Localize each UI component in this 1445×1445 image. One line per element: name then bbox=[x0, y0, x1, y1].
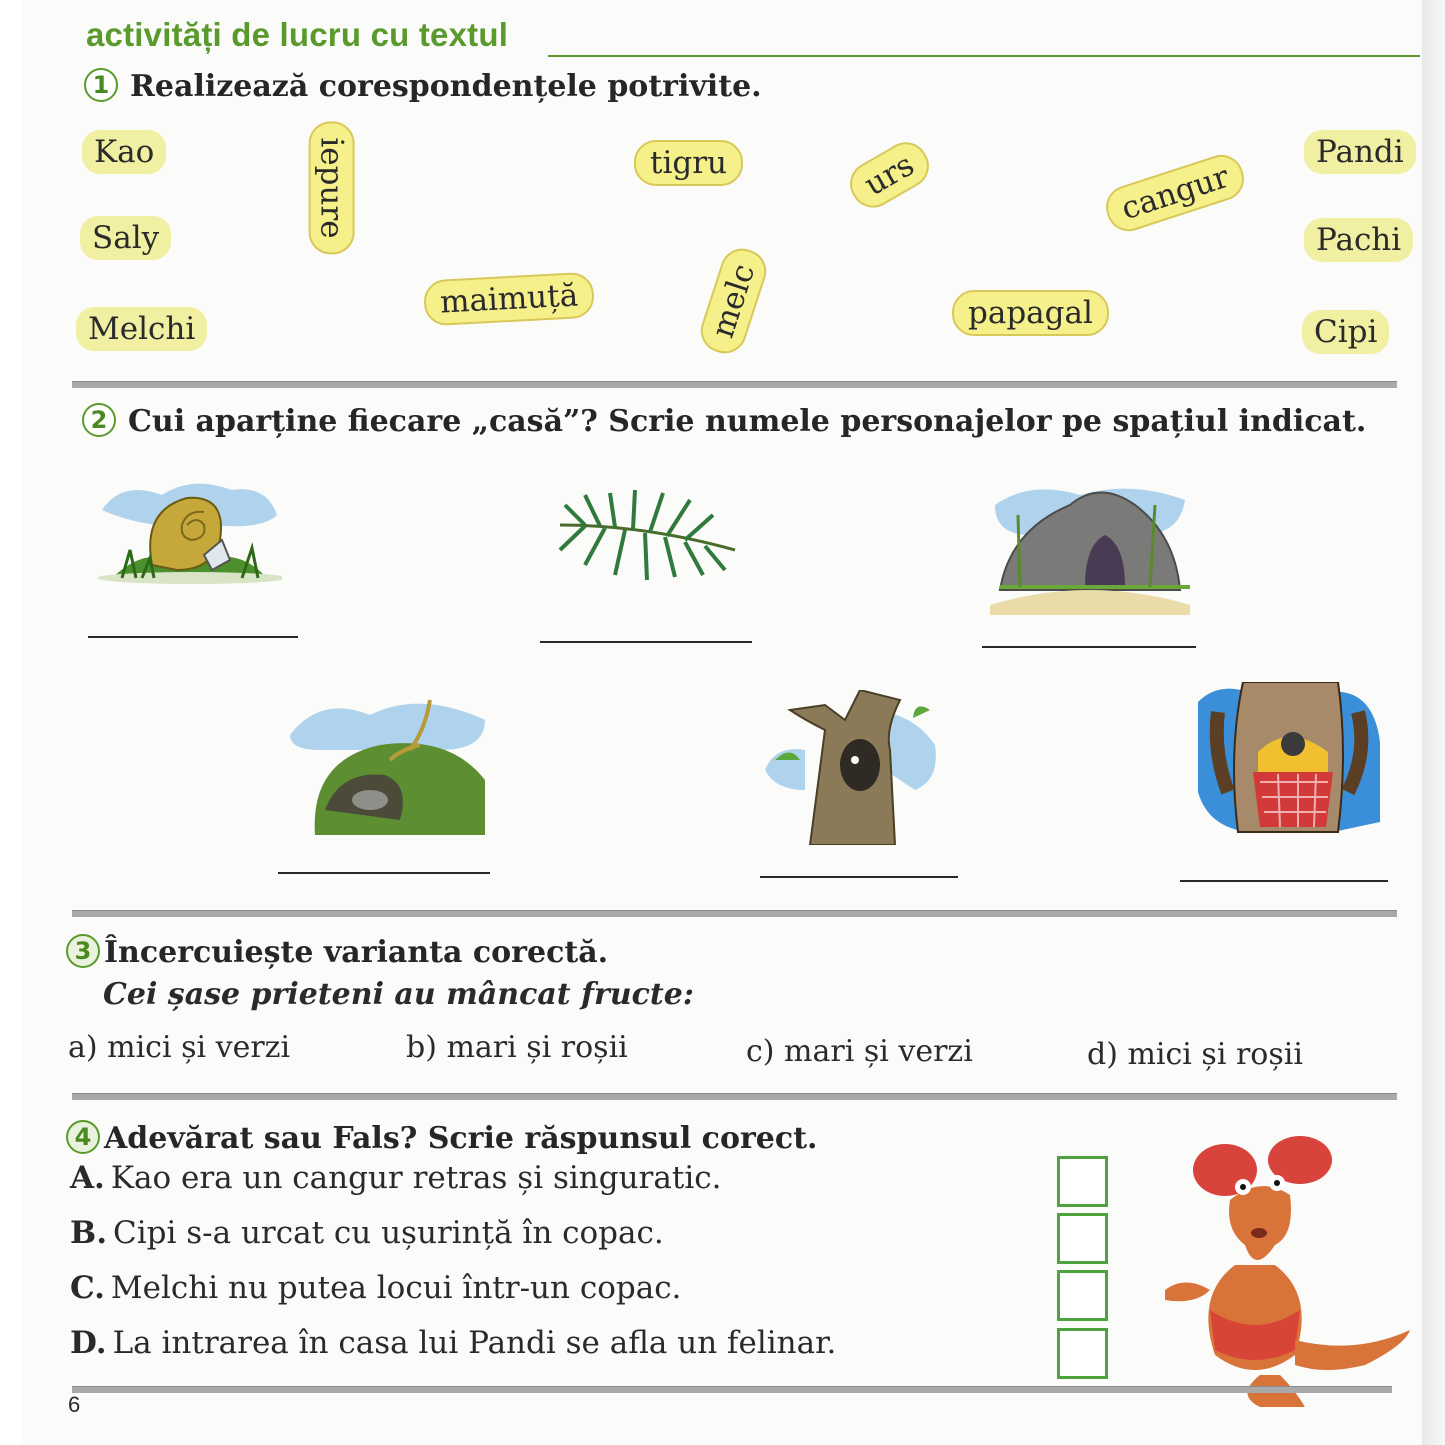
animal-word-urs[interactable]: urs bbox=[842, 134, 937, 215]
exercise-2-heading bbox=[82, 403, 1366, 439]
option-b[interactable]: b) mari și roșii bbox=[406, 1030, 628, 1065]
name-chip-cipi[interactable]: Cipi bbox=[1302, 310, 1389, 354]
statement-letter: B. bbox=[70, 1215, 107, 1251]
option-c[interactable]: c) mari și verzi bbox=[746, 1034, 973, 1069]
answer-line-1[interactable] bbox=[88, 636, 298, 638]
statement-b bbox=[70, 1215, 664, 1251]
name-chip-kao[interactable]: Kao bbox=[82, 130, 166, 174]
exercise-2-number: 2 bbox=[82, 403, 116, 437]
kangaroo-pouch-picture bbox=[1198, 682, 1380, 834]
statement-letter: D. bbox=[70, 1325, 107, 1361]
answer-line-4[interactable] bbox=[278, 872, 490, 874]
statement-c bbox=[70, 1270, 681, 1306]
palm-leaf-picture bbox=[555, 485, 740, 585]
statement-text: Kao era un cangur retras și singuratic. bbox=[110, 1160, 722, 1196]
statement-letter: C. bbox=[70, 1270, 105, 1306]
exercise-1-number: 1 bbox=[84, 68, 118, 102]
answer-box-c[interactable] bbox=[1057, 1270, 1108, 1321]
answer-line-3[interactable] bbox=[982, 646, 1196, 648]
kangaroo-illustration bbox=[1165, 1125, 1415, 1410]
separator-4 bbox=[72, 1386, 1392, 1393]
name-chip-saly[interactable]: Saly bbox=[80, 216, 171, 260]
separator-2 bbox=[72, 910, 1397, 917]
statement-text: Melchi nu putea locui într-un copac. bbox=[110, 1270, 682, 1306]
page-gutter bbox=[1422, 0, 1445, 1445]
statement-a bbox=[70, 1160, 721, 1196]
answer-box-a[interactable] bbox=[1057, 1156, 1108, 1207]
statement-d bbox=[70, 1325, 836, 1361]
name-chip-pandi[interactable]: Pandi bbox=[1304, 130, 1416, 174]
answer-box-d[interactable] bbox=[1057, 1328, 1108, 1379]
name-chip-melchi[interactable]: Melchi bbox=[76, 307, 207, 351]
option-d[interactable]: d) mici și roșii bbox=[1087, 1037, 1303, 1072]
exercise-3-stem: Cei șase prieteni au mâncat fructe: bbox=[103, 977, 694, 1012]
answer-line-5[interactable] bbox=[760, 876, 958, 878]
page-number: 6 bbox=[68, 1392, 81, 1417]
tree-hollow-picture bbox=[765, 690, 945, 845]
section-title: activități de lucru cu textul bbox=[86, 16, 509, 53]
page-margin bbox=[0, 0, 22, 1445]
exercise-4-heading bbox=[66, 1120, 817, 1156]
snail-shell-picture bbox=[92, 470, 282, 590]
statement-text: Cipi s-a urcat cu ușurință în copac. bbox=[113, 1215, 664, 1251]
statement-letter: A. bbox=[70, 1160, 105, 1196]
animal-word-papagal[interactable]: papagal bbox=[952, 290, 1109, 336]
animal-word-iepure[interactable]: iepure bbox=[309, 121, 355, 254]
option-a[interactable]: a) mici și verzi bbox=[68, 1030, 291, 1065]
burrow-picture bbox=[290, 690, 490, 835]
name-chip-pachi[interactable]: Pachi bbox=[1304, 218, 1413, 262]
answer-box-b[interactable] bbox=[1057, 1213, 1108, 1264]
title-rule bbox=[548, 55, 1420, 57]
answer-line-6[interactable] bbox=[1180, 880, 1388, 882]
animal-word-tigru[interactable]: tigru bbox=[634, 140, 743, 186]
animal-word-melc[interactable]: melc bbox=[695, 243, 772, 359]
animal-word-maimuta[interactable]: maimuță bbox=[423, 272, 595, 327]
exercise-1-heading bbox=[84, 68, 762, 104]
exercise-3-heading bbox=[66, 934, 608, 970]
exercise-4-number: 4 bbox=[66, 1120, 100, 1154]
exercise-4-prompt: Adevărat sau Fals? Scrie răspunsul corect. bbox=[104, 1121, 818, 1156]
statement-text: La intrarea în casa lui Pandi se afla un felinar. bbox=[112, 1325, 837, 1361]
separator-1 bbox=[72, 381, 1397, 388]
answer-line-2[interactable] bbox=[540, 641, 752, 643]
separator-3 bbox=[72, 1093, 1397, 1100]
cave-picture bbox=[990, 475, 1190, 615]
exercise-2-prompt: Cui aparține fiecare „casă”? Scrie numele personajelor pe spațiul indicat. bbox=[128, 404, 1367, 439]
exercise-3-prompt: Încercuiește varianta corectă. bbox=[104, 935, 609, 970]
exercise-1-prompt: Realizează corespondențele potrivite. bbox=[130, 69, 762, 104]
animal-word-cangur[interactable]: cangur bbox=[1100, 149, 1250, 237]
exercise-3-number: 3 bbox=[66, 934, 100, 968]
